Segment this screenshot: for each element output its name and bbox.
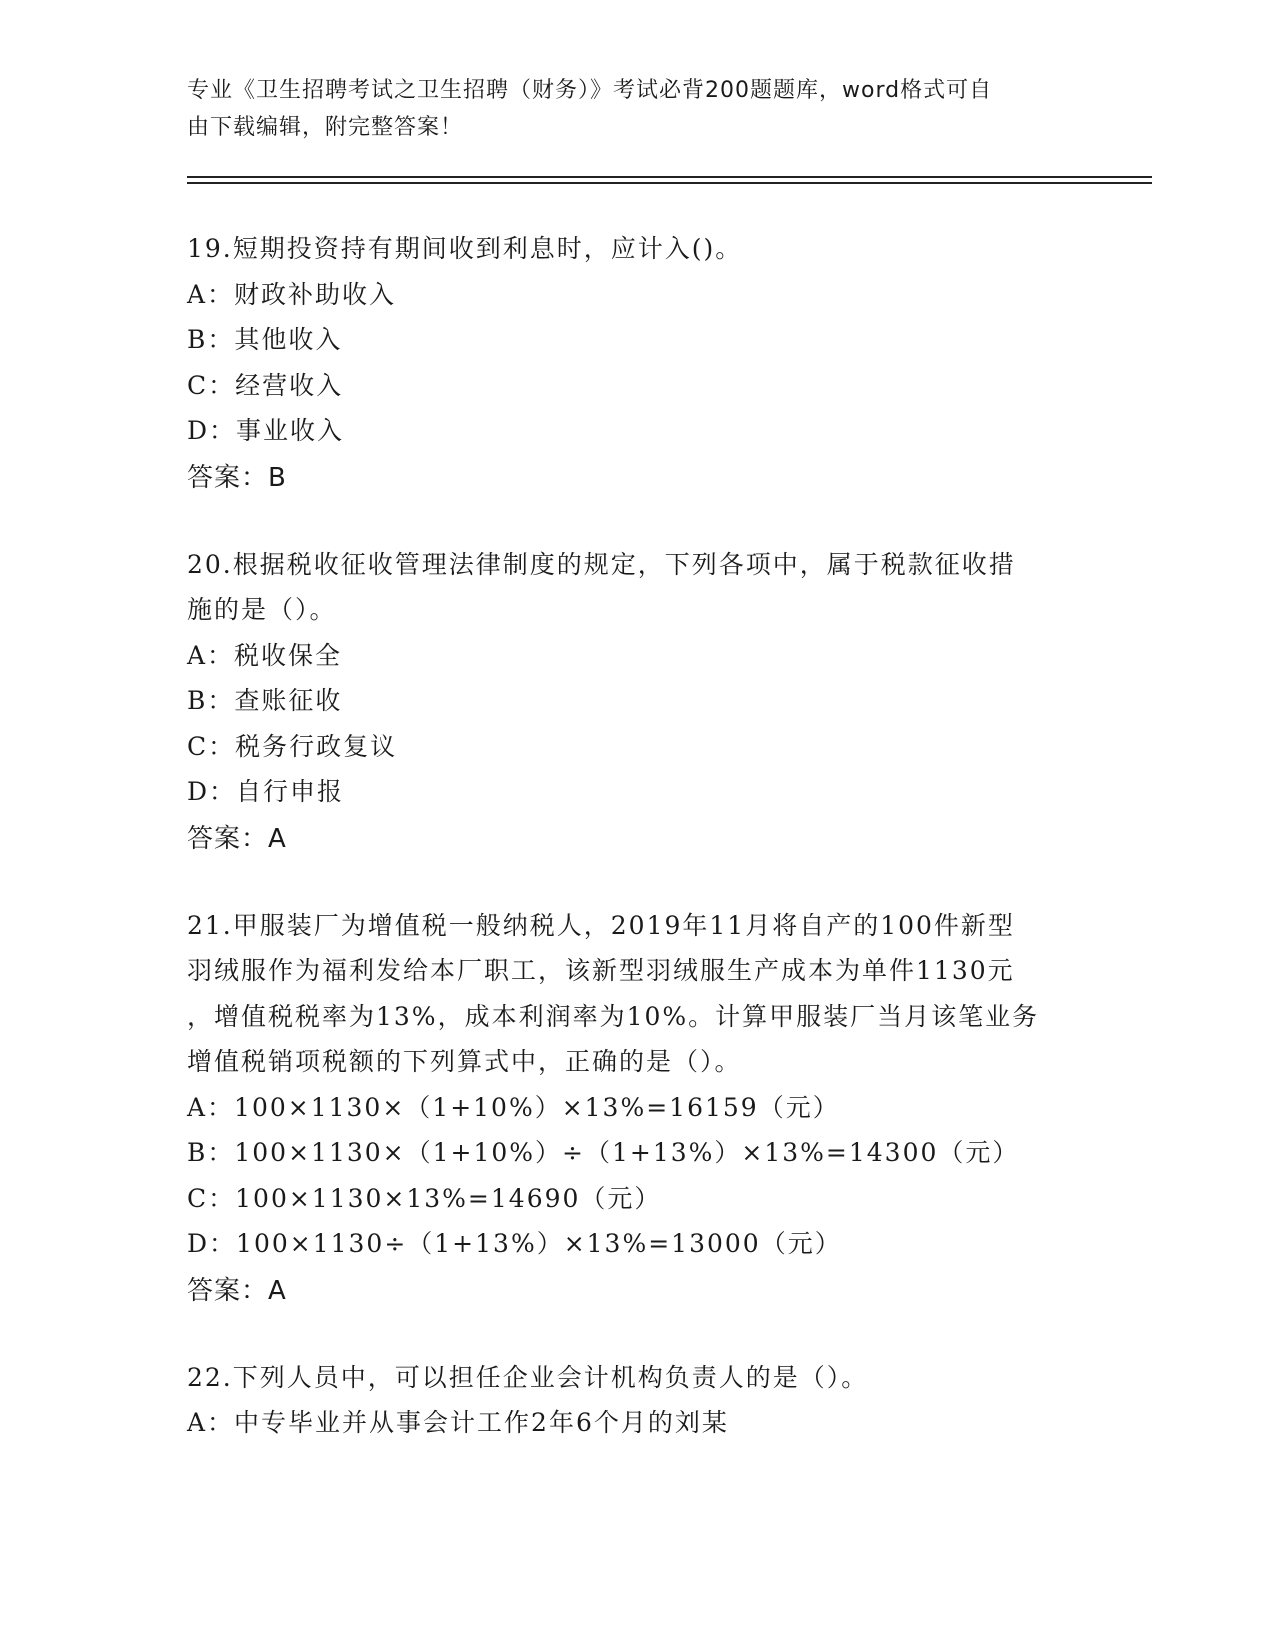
document-header: [187, 72, 1067, 146]
option-a: A：100×1130×（1+10%）×13%=16159（元）: [187, 1092, 840, 1122]
answer: 答案：B: [187, 462, 287, 493]
question-19: [187, 226, 1077, 500]
question-stem-line: 施的是（）。: [187, 595, 337, 624]
header-line-2: 由下载编辑，附完整答案！: [187, 115, 464, 140]
answer: 答案：A: [187, 823, 287, 854]
option-c: C：税务行政复议: [187, 731, 398, 761]
question-list: [187, 226, 1077, 1488]
option-d: D：100×1130÷（1+13%）×13%=13000（元）: [187, 1229, 842, 1258]
question-stem-line: 21.甲服装厂为增值税一般纳税人，2019年11月将自产的100件新型: [187, 910, 1015, 940]
header-divider-top: [187, 176, 1152, 178]
question-stem-line: 22.下列人员中，可以担任企业会计机构负责人的是（）。: [187, 1362, 869, 1392]
option-a: A：财政补助收入: [187, 279, 397, 309]
question-stem-line: 19.短期投资持有期间收到利息时，应计入()。: [187, 234, 743, 263]
option-c: C：经营收入: [187, 370, 344, 400]
question-stem-line: 羽绒服作为福利发给本厂职工，该新型羽绒服生产成本为单件1130元: [187, 956, 1015, 985]
option-b: B：其他收入: [187, 325, 343, 354]
question-21: [187, 903, 1077, 1313]
header-line-1: 专业《卫生招聘考试之卫生招聘（财务）》考试必背200题题库，word格式可自: [187, 78, 993, 103]
option-d: D：自行申报: [187, 777, 345, 806]
question-stem-line: ，增值税税率为13%，成本利润率为10%。计算甲服装厂当月该笔业务: [187, 1001, 1040, 1031]
option-a: A：中专毕业并从事会计工作2年6个月的刘某: [187, 1408, 729, 1437]
option-c: C：100×1130×13%=14690（元）: [187, 1183, 662, 1213]
question-20: [187, 542, 1077, 861]
header-divider-bottom: [187, 182, 1152, 184]
option-b: B：查账征收: [187, 686, 343, 715]
option-a: A：税收保全: [187, 640, 343, 670]
question-stem-line: 20.根据税收征收管理法律制度的规定，下列各项中，属于税款征收措: [187, 549, 1016, 579]
question-22: [187, 1355, 1077, 1446]
question-stem-line: 增值税销项税额的下列算式中，正确的是（）。: [187, 1047, 742, 1076]
answer: 答案：A: [187, 1275, 287, 1306]
option-d: D：事业收入: [187, 416, 345, 445]
option-b: B：100×1130×（1+10%）÷（1+13%）×13%=14300（元）: [187, 1138, 1020, 1167]
